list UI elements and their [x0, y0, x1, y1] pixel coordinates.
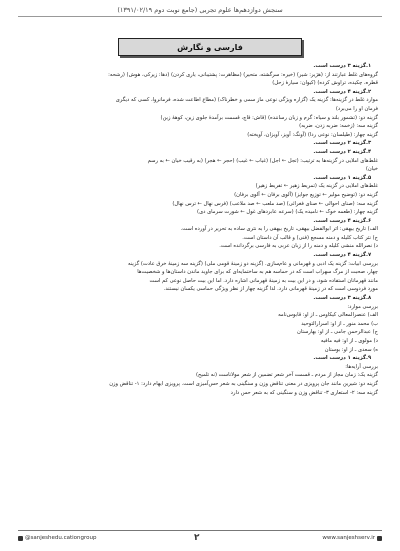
answer-line — [22, 337, 378, 346]
answer-heading — [22, 148, 378, 157]
answer-line — [22, 363, 378, 372]
answer-line — [22, 389, 378, 398]
line-text: گزینه ۱ درست است. — [313, 355, 366, 362]
footer-website: www.sanjeshserv.ir — [322, 535, 375, 541]
answer-line — [22, 79, 378, 88]
line-text: بررسی ابیات: گزینه یک ادبی و قهرمانی و عام‌سازی. (گزینه دو زمینهٔ قومی ملی) (گزینه سه زمینهٔ خرق عادت) گزینه — [128, 260, 378, 267]
question-number: ۵. — [366, 174, 372, 181]
answer-line — [22, 114, 378, 123]
answer-line — [22, 122, 378, 131]
question-number: ۸. — [366, 295, 372, 302]
line-text: گزینه دو: (توضیح مولیر ← توزیع جوایز) (آلوی برفان ← آلوی برفان) — [234, 191, 378, 198]
answer-heading — [22, 354, 378, 363]
answer-line — [22, 285, 378, 294]
line-text: قطره، چکیده، تراوش کرده) (کیوان: سیارهٔ زحل) — [272, 80, 378, 87]
page-header: سنجش دوازدهم‌ها علوم تجربی (جامع نوبت دوم ۱۳۹۱/۰۲/۱۹) — [117, 6, 283, 14]
footer-handle: @sanjeshedu.cationgroup — [25, 535, 97, 541]
answer-line — [22, 371, 378, 380]
line-text: گزینه ۴ درست است. — [313, 252, 366, 259]
answer-line — [22, 268, 378, 277]
question-number: ۴. — [366, 148, 372, 155]
line-text: الف) تاریخ بیهقی: اثر ابوالفضل بیهقی، تاریخ بیهقی را به نثری ساده به تحریر در آورده است. — [180, 226, 378, 233]
line-text: گزینه ۱ درست است. — [313, 174, 366, 181]
line-text: بررسی موارد: — [347, 303, 378, 310]
line-text: مانند قهرمانان استفاده شود، و در این بیت به زمینهٔ قهرمانی اشاره دارد. اما این بیت حاصل نوعی کم است — [149, 277, 378, 284]
web-icon — [377, 536, 382, 541]
answer-line — [22, 191, 378, 200]
line-text: گزینه چهار: (طیلسان: نوعی ردا) (آونگ: آویز، آویزان، آویخته) — [247, 131, 378, 138]
line-text: گزینه ۳ درست است. — [313, 295, 366, 302]
line-text: گزینه ۲ درست است. — [313, 140, 366, 147]
answer-line — [22, 346, 378, 355]
line-text: گزینه ۴ درست است. — [313, 88, 366, 95]
question-number: ۱. — [366, 63, 372, 69]
line-text: گزینه دو: شیرین مانند جان پرویزی در معنی تناقض وزن و سنگینی به شعر حس‌آمیزی است. پرویزی ایهام دارد: ۱- تناقض وزن — [109, 380, 378, 387]
answer-line — [22, 303, 378, 312]
answer-line — [22, 380, 378, 389]
answer-heading — [22, 62, 378, 71]
answer-line — [22, 182, 378, 191]
line-text: غلط‌های املایی در گزینه یک (تمریط زهیر ← تفریط زهیر) — [255, 183, 378, 190]
answer-line — [22, 225, 378, 234]
answer-line — [22, 234, 378, 243]
line-text: گزینه ۲ درست است. — [313, 148, 366, 155]
answer-line — [22, 200, 378, 209]
line-text: موارد غلط در گزینه‌ها: گزینه یک (گزاره ویژگی نوعی ماز سمی و خطرناک) (مطاع اطاعت شده، فرمانروا، کسی که دیگری — [115, 97, 378, 104]
line-text: گروه‌های غلط عبارتند از: (هژیر: شیر) (خیره: سرگشته، متحیر) (مظاهرت: پشتیبانی، یاری کردن) (دها: زیرکی، هوش) (رشحه: — [108, 71, 378, 78]
page-number: ۲ — [194, 533, 200, 543]
answer-line — [22, 260, 378, 269]
line-text: فرمان او را می‌برد) — [335, 105, 378, 112]
line-text: گزینه سه: (زخمه: ضربه زدن، ضربه) — [299, 123, 378, 130]
answer-line — [22, 242, 378, 251]
line-text: ه) سعدی ـ از او: بوستان — [324, 346, 378, 353]
answer-line — [22, 328, 378, 337]
question-number: ۹. — [366, 355, 372, 362]
line-text: گزینه یک: زمان مجاز از مردم ـ قسمت آخر شعر تضمین از شعر مولاناست (نه تلمیح) — [196, 372, 378, 379]
line-text: گزینه چهار: (طعمه خوک ← نامیده یک) (سرعه عابردهای غول ← شورت سرمای دی) — [197, 209, 378, 216]
answer-heading — [22, 174, 378, 183]
answer-line — [22, 320, 378, 329]
line-text: د) نصرالله منشی کلیله و دمنه را از زبان عربی به فارسی برگردانده است. — [219, 243, 378, 250]
answer-line — [22, 96, 378, 105]
question-number: ۶. — [366, 217, 372, 224]
line-text: گزینه ۳ درست است. — [313, 63, 366, 69]
line-text: خیان) — [365, 166, 378, 173]
answer-line — [22, 165, 378, 174]
line-text: گزینه ۴ درست است. — [313, 217, 366, 224]
section-title: فارسی و نگارش — [177, 42, 243, 52]
question-number: ۷. — [366, 252, 372, 259]
social-icon — [18, 536, 23, 541]
footer-right — [322, 535, 382, 541]
answer-heading — [22, 217, 378, 226]
answer-line — [22, 157, 378, 166]
answer-line — [22, 277, 378, 286]
line-text: غلط‌های املایی در گزینه‌ها به ترتیب: (تجل ← اجل) (غیاب ← غیب) (حجر ← هجر) (به رقیب خیان ← به رسم — [147, 157, 378, 164]
answer-heading — [22, 139, 378, 148]
line-text: بررسی آرایه‌ها: — [345, 363, 378, 370]
line-text: د) مولوی ـ از او: فیه مافیه — [320, 338, 378, 344]
answer-heading — [22, 88, 378, 97]
footer-left — [18, 535, 97, 541]
answer-line — [22, 71, 378, 80]
answer-line — [22, 311, 378, 320]
question-number: ۳. — [366, 140, 372, 147]
header-divider — [18, 16, 382, 17]
line-text: گزینه دو: (تشمور بلند و سیاه: گرم و زبان رساننده) (قاش: قاچ، قسمت برآمدهٔ جلوی زین، کوههٔ زین) — [160, 114, 378, 121]
footer-divider — [18, 530, 382, 531]
answer-content — [22, 62, 378, 397]
line-text: ج) عبدالرحمن جامی ـ از او: بهارستان — [297, 329, 378, 336]
line-text: گزینه سه: ۲- استعاری ۳- تناقض وزن و سنگینی که به شعر حس دارد — [230, 389, 378, 396]
answer-line — [22, 131, 378, 140]
answer-line — [22, 105, 378, 114]
question-number: ۲. — [366, 88, 372, 95]
line-text: الف) عنصرالمعالی کیکاوس ـ از او: قابوس‌نامه — [278, 312, 378, 319]
section-title-box — [118, 38, 302, 56]
answer-heading — [22, 294, 378, 303]
answer-heading — [22, 251, 378, 260]
line-text: ج) نثر کتاب کلیله و دمنه مسجع (فنی) و قالب آن داستان است. — [242, 234, 378, 241]
line-text: مورد فردوسی است که در زمینهٔ قهرمانی دارد. لذا گزینه چهار از نظر ویژگی حماسی یکسان نیستند. — [163, 286, 378, 293]
line-text: گزینه سه: (صنای احوالی ← صنای فغرائی) (صد ملعب ← صد ملاعب) (فرس نهال ← ترس نهال) — [172, 200, 378, 207]
line-text: ب) محمد منور ـ از او: اسرارالتوحید — [301, 320, 378, 327]
answer-line — [22, 208, 378, 217]
line-text: چهار، صحبت از مرگ سهراب است که در حماسه هم به ساختمایه‌ای که برای جاوید ماندن داستان‌ها و شخصیت‌ها — [137, 269, 378, 276]
